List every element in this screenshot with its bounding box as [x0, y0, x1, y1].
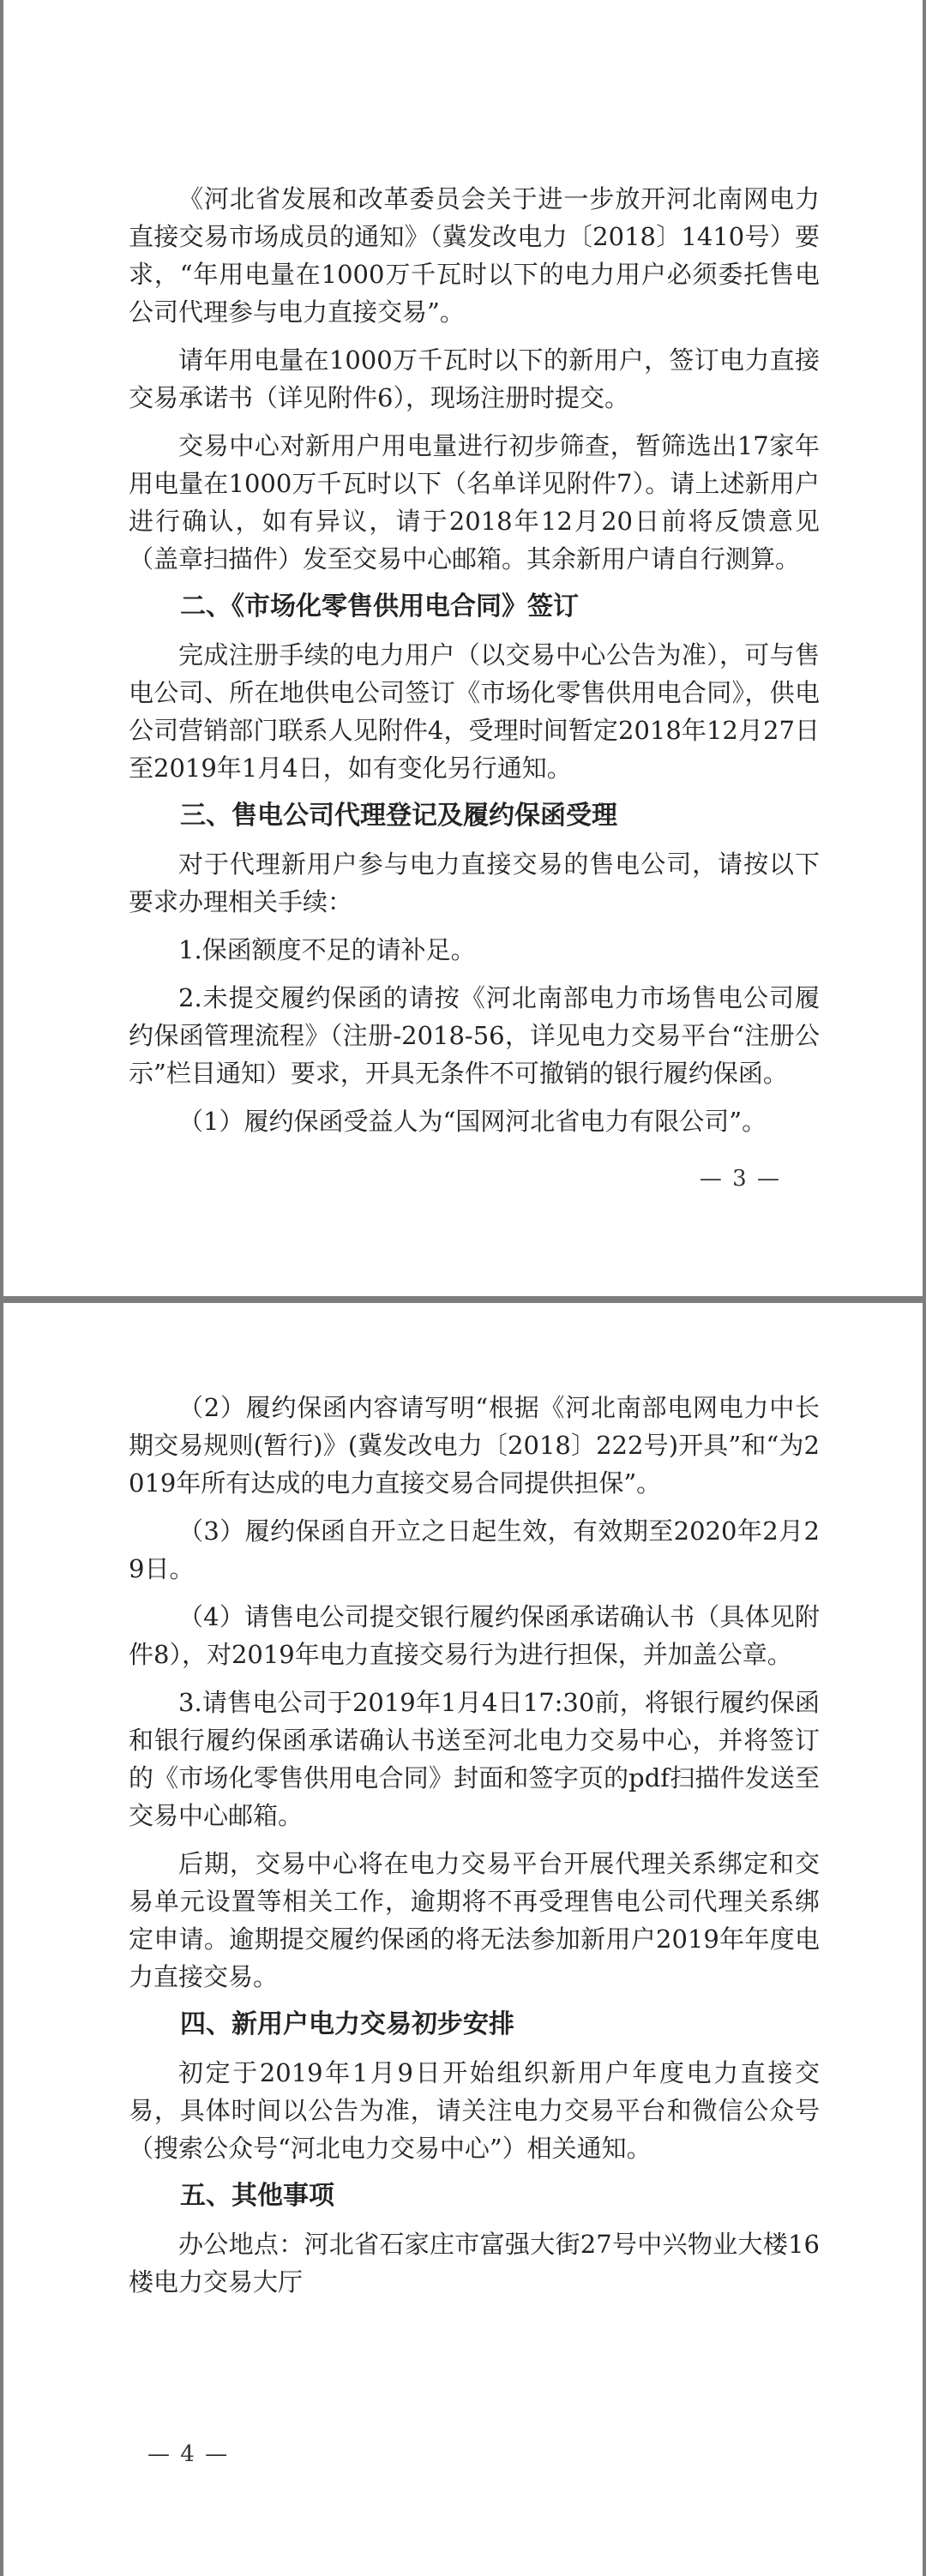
- paragraph-contract-signing: 完成注册手续的电力用户（以交易中心公告为准），可与售电公司、所在地供电公司签订《市场化零售供用电合同》，供电公司营销部门联系人见附件4，受理时间暂定2018年12月27日至2019年1月4日，如有变化另行通知。: [129, 640, 820, 783]
- sub-item-2: （2）履约保函内容请写明“根据《河北南部电网电力中长期交易规则(暂行)》(冀发改电力〔2018〕222号)开具”和“为2019年所有达成的电力直接交易合同提供担保”。: [129, 1393, 820, 1498]
- list-item-3: 3.请售电公司于2019年1月4日17:30前，将银行履约保函和银行履约保函承诺确认书送至河北电力交易中心，并将签订的《市场化零售供用电合同》封面和签字页的pdf扫描件发送至交易中心邮箱。: [129, 1688, 820, 1830]
- sub-item-1: （1）履约保函受益人为“国网河北省电力有限公司”。: [178, 1107, 767, 1136]
- heading-contract-signing: 二、《市场化零售供用电合同》签订: [180, 591, 579, 621]
- list-item-2: 2.未提交履约保函的请按《河北南部电力市场售电公司履约保函管理流程》（注册-2018-56，详见电力交易平台“注册公示”栏目通知）要求，开具无条件不可撤销的银行履约保函。: [129, 983, 820, 1088]
- document-page-3: [3, 0, 923, 1296]
- document-page-4: [3, 1303, 923, 2576]
- list-item-1: 1.保函额度不足的请补足。: [178, 935, 476, 964]
- paragraph-office-location: 办公地点：河北省石家庄市富强大街27号中兴物业大楼16楼电力交易大厅: [129, 2230, 820, 2297]
- page-4-content: [129, 1389, 820, 2311]
- paragraph-agency-intro: 对于代理新用户参与电力直接交易的售电公司，请按以下要求办理相关手续：: [129, 850, 820, 916]
- page-number-4: — 4 —: [147, 2441, 230, 2467]
- paragraph-later-work: 后期，交易中心将在电力交易平台开展代理关系绑定和交易单元设置等相关工作，逾期将不再受理售电公司代理关系绑定申请。逾期提交履约保函的将无法参加新用户2019年年度电力直接交易。: [129, 1849, 820, 1991]
- page-number-3: — 3 —: [699, 1166, 781, 1192]
- paragraph-screening: 交易中心对新用户用电量进行初步筛查，暂筛选出17家年用电量在1000万千瓦时以下（名单详见附件7）。请上述新用户进行确认，如有异议，请于2018年12月20日前将反馈意见（盖章扫描件）发至交易中心邮箱。其余新用户请自行测算。: [129, 431, 820, 573]
- paragraph-trading-arrangement: 初定于2019年1月9日开始组织新用户年度电力直接交易，具体时间以公告为准，请关注电力交易平台和微信公众号（搜索公众号“河北电力交易中心”）相关通知。: [129, 2058, 820, 2163]
- paragraph-notice-requirement: 《河北省发展和改革委员会关于进一步放开河北南网电力直接交易市场成员的通知》（冀发改电力〔2018〕1410号）要求，“年用电量在1000万千瓦时以下的电力用户必须委托售电公司代理参与电力直接交易”。: [129, 184, 820, 327]
- heading-other-matters: 五、其他事项: [180, 2181, 334, 2211]
- sub-item-4: （4）请售电公司提交银行履约保函承诺确认书（具体见附件8），对2019年电力直接交易行为进行担保，并加盖公章。: [129, 1602, 820, 1669]
- heading-agency-registration: 三、售电公司代理登记及履约保函受理: [180, 801, 617, 831]
- page-3-content: [129, 180, 820, 1150]
- sub-item-3: （3）履约保函自开立之日起生效，有效期至2020年2月29日。: [129, 1516, 820, 1583]
- heading-trading-arrangement: 四、新用户电力交易初步安排: [180, 2009, 514, 2039]
- paragraph-commitment-letter: 请年用电量在1000万千瓦时以下的新用户，签订电力直接交易承诺书（详见附件6），现场注册时提交。: [129, 345, 820, 412]
